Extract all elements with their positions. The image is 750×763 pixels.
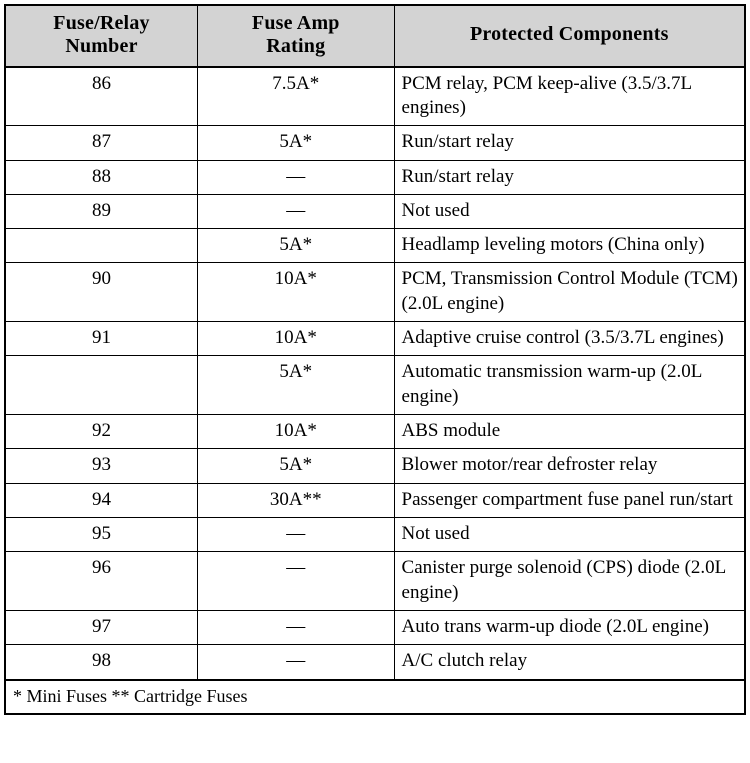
cell-fuse-amp-rating: 10A*: [198, 263, 395, 322]
table-row: [5, 356, 745, 415]
cell-protected-components: Headlamp leveling motors (China only): [394, 229, 745, 263]
table-body: [5, 67, 745, 680]
cell-fuse-amp-rating: —: [198, 645, 395, 680]
cell-fuse-amp-rating: 5A*: [198, 229, 395, 263]
cell-protected-components: Run/start relay: [394, 126, 745, 160]
cell-fuse-relay-number: 96: [5, 552, 198, 611]
table-row: [5, 552, 745, 611]
cell-fuse-amp-rating: —: [198, 194, 395, 228]
table-row: [5, 449, 745, 483]
cell-fuse-amp-rating: —: [198, 517, 395, 551]
cell-protected-components: Canister purge solenoid (CPS) diode (2.0L engine): [394, 552, 745, 611]
column-header-line-1: Fuse/Relay: [53, 12, 150, 34]
cell-protected-components: Run/start relay: [394, 160, 745, 194]
table-row: [5, 517, 745, 551]
cell-protected-components: Adaptive cruise control (3.5/3.7L engines): [394, 322, 745, 356]
table-row: [5, 610, 745, 644]
cell-fuse-amp-rating: 5A*: [198, 126, 395, 160]
cell-fuse-amp-rating: 10A*: [198, 322, 395, 356]
cell-fuse-relay-number: 88: [5, 160, 198, 194]
cell-fuse-amp-rating: —: [198, 552, 395, 611]
table-row: [5, 483, 745, 517]
table-row: [5, 229, 745, 263]
cell-fuse-relay-number: 97: [5, 610, 198, 644]
column-header-line-1: Protected Components: [469, 23, 669, 46]
cell-fuse-relay-number: 90: [5, 263, 198, 322]
table-header: [5, 5, 745, 67]
table-row: [5, 160, 745, 194]
column-header-line-1: Fuse Amp: [251, 12, 340, 34]
column-header-line-2: Rating: [266, 34, 326, 57]
cell-fuse-amp-rating: 5A*: [198, 449, 395, 483]
cell-fuse-amp-rating: 10A*: [198, 415, 395, 449]
column-header-protected-components: [394, 5, 745, 67]
cell-protected-components: Not used: [394, 194, 745, 228]
cell-protected-components: PCM relay, PCM keep-alive (3.5/3.7L engines): [394, 67, 745, 126]
cell-fuse-relay-number: 98: [5, 645, 198, 680]
cell-protected-components: Passenger compartment fuse panel run/start: [394, 483, 745, 517]
fuse-relay-table: [4, 4, 746, 715]
column-header-fuse-amp-rating: [198, 5, 395, 67]
column-header-fuse-relay-number: [5, 5, 198, 67]
table-row: [5, 67, 745, 126]
cell-protected-components: Auto trans warm-up diode (2.0L engine): [394, 610, 745, 644]
cell-protected-components: Blower motor/rear defroster relay: [394, 449, 745, 483]
cell-fuse-relay-number: 94: [5, 483, 198, 517]
table-row: [5, 645, 745, 680]
cell-fuse-relay-number: 89: [5, 194, 198, 228]
cell-fuse-amp-rating: —: [198, 610, 395, 644]
cell-protected-components: A/C clutch relay: [394, 645, 745, 680]
table-row: [5, 322, 745, 356]
footnote-row: [5, 680, 745, 715]
cell-fuse-relay-number: [5, 229, 198, 263]
footnote-text: * Mini Fuses ** Cartridge Fuses: [5, 680, 745, 715]
cell-fuse-relay-number: 87: [5, 126, 198, 160]
table-row: [5, 415, 745, 449]
cell-fuse-amp-rating: 30A**: [198, 483, 395, 517]
table-row: [5, 263, 745, 322]
cell-fuse-relay-number: 91: [5, 322, 198, 356]
column-header-line-2: Number: [65, 34, 138, 57]
cell-fuse-amp-rating: —: [198, 160, 395, 194]
cell-protected-components: ABS module: [394, 415, 745, 449]
cell-fuse-relay-number: [5, 356, 198, 415]
cell-fuse-amp-rating: 7.5A*: [198, 67, 395, 126]
cell-fuse-amp-rating: 5A*: [198, 356, 395, 415]
table-header-row: [5, 5, 745, 67]
cell-fuse-relay-number: 93: [5, 449, 198, 483]
cell-protected-components: Not used: [394, 517, 745, 551]
table-footer: [5, 680, 745, 715]
cell-fuse-relay-number: 92: [5, 415, 198, 449]
cell-protected-components: Automatic transmission warm-up (2.0L engine): [394, 356, 745, 415]
table-row: [5, 126, 745, 160]
table-row: [5, 194, 745, 228]
cell-protected-components: PCM, Transmission Control Module (TCM) (2.0L engine): [394, 263, 745, 322]
cell-fuse-relay-number: 86: [5, 67, 198, 126]
cell-fuse-relay-number: 95: [5, 517, 198, 551]
